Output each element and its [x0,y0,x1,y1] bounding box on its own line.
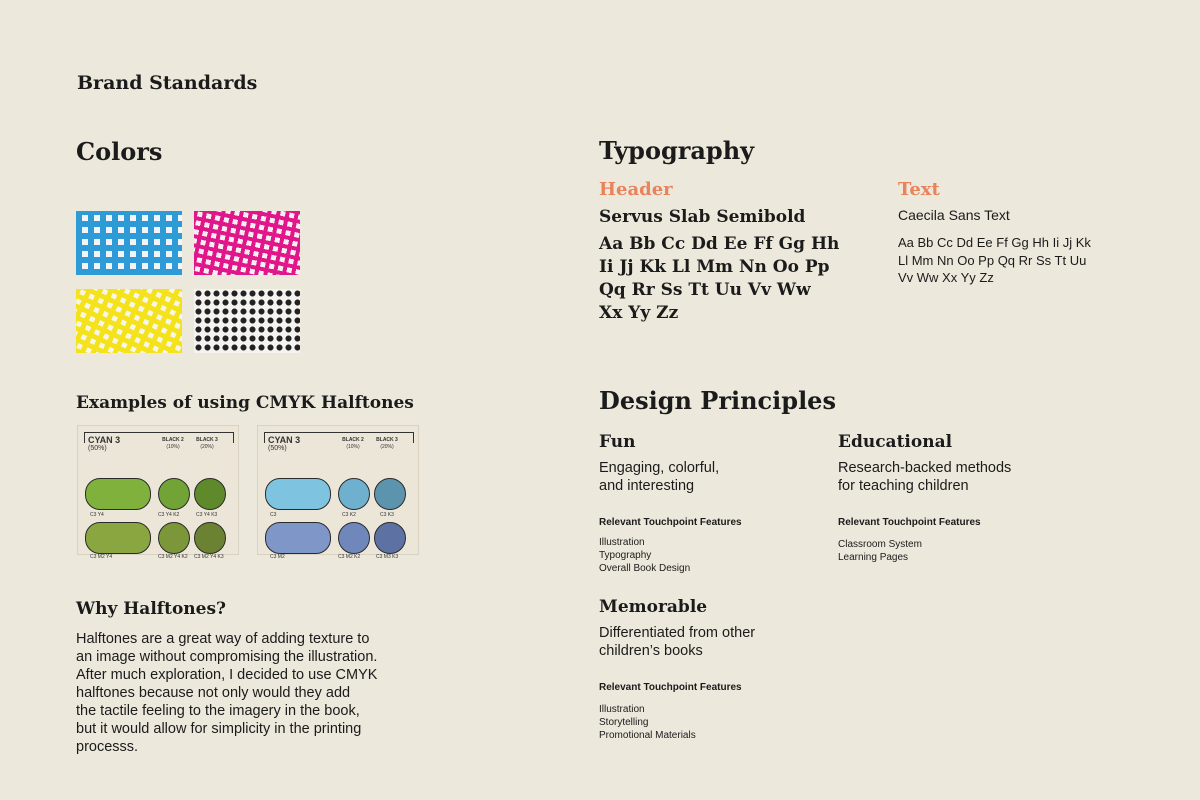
feature-item: Overall Book Design [599,563,691,574]
yellow-halftone-swatch [76,289,182,353]
swatch-caption: C3 Y4 [90,512,104,518]
description-line: and interesting [599,478,695,494]
col2-sub: (20%) [200,444,214,450]
header-font-name: Servus Slab Semibold [599,207,806,227]
card-subtitle: (50%) [88,445,107,452]
col2-label: BLACK 3 [376,437,398,443]
principle-educational-description [838,459,1011,495]
principle-fun-features [599,536,690,575]
description-line: Engaging, colorful, [599,460,720,476]
col1-sub: (10%) [166,444,180,450]
swatch-dot [338,522,370,554]
swatch-caption: C3 K2 [342,512,356,518]
swatch-caption: C3 M3 K3 [376,554,399,560]
swatch-caption: C3 M2 Y4 K2 [158,554,188,560]
col1-label: BLACK 2 [162,437,184,443]
features-label: Relevant Touchpoint Features [599,517,742,528]
why-halftones-heading: Why Halftones? [76,599,226,619]
feature-item: Learning Pages [838,552,909,563]
paragraph-line: halftones because not only would they add [76,685,351,701]
examples-heading: Examples of using CMYK Halftones [76,393,414,413]
swatch-dot [194,478,226,510]
black-halftone-swatch [194,289,300,353]
description-line: children’s books [599,643,703,659]
description-line: Differentiated from other [599,625,756,641]
feature-item: Typography [599,550,652,561]
design-principles-heading: Design Principles [599,386,836,415]
specimen-line: Ll Mm Nn Oo Pp Qq Rr Ss Tt Uu [898,252,1087,268]
text-font-label: Text [898,179,940,200]
magenta-halftone-swatch [194,211,300,275]
typography-heading: Typography [599,136,755,165]
principle-memorable-title: Memorable [599,597,708,617]
swatch-caption: C3 M2 Y4 [90,554,113,560]
col2-sub: (20%) [380,444,394,450]
swatch-dot [194,522,226,554]
swatch-dot [158,522,190,554]
card-title: CYAN 3 [268,435,301,445]
header-font-specimen [599,233,839,325]
swatch-pill [265,478,331,510]
feature-item: Illustration [599,537,645,548]
principle-memorable-description [599,624,755,660]
swatch-pill [85,522,151,554]
paragraph-line: an image without compromising the illustration. [76,649,378,665]
card-subtitle: (50%) [268,445,287,452]
description-line: Research-backed methods [838,460,1012,476]
features-label: Relevant Touchpoint Features [599,682,742,693]
swatch-dot [374,478,406,510]
col1-label: BLACK 2 [342,437,364,443]
swatch-caption: C3 M2 K2 [338,554,361,560]
swatch-dot [374,522,406,554]
col1-sub: (10%) [346,444,360,450]
text-font-name: Caecila Sans Text [898,207,1010,223]
paragraph-line: processs. [76,739,139,755]
swatch-dot [158,478,190,510]
principle-educational-features [838,538,922,564]
header-font-label: Header [599,179,673,200]
swatch-caption: C3 M2 [270,554,285,560]
specimen-line: Vv Ww Xx Yy Zz [898,270,994,285]
description-line: for teaching children [838,478,969,494]
col2-label: BLACK 3 [196,437,218,443]
swatch-caption: C3 [270,512,277,518]
page-title: Brand Standards [77,72,258,94]
swatch-pill [265,522,331,554]
swatch-caption: C3 M2 Y4 K3 [194,554,224,560]
colors-heading: Colors [76,137,163,166]
specimen-line: Aa Bb Cc Dd Ee Ff Gg Hh Ii Jj Kk [898,235,1091,250]
principle-educational-title: Educational [838,432,953,452]
paragraph-line: Halftones are a great way of adding texture to [76,631,370,647]
paragraph-line: the tactile feeling to the imagery in the book, [76,703,360,719]
card-title: CYAN 3 [88,435,121,445]
specimen-line: Aa Bb Cc Dd Ee Ff Gg Hh [599,234,840,254]
feature-item: Storytelling [599,717,649,728]
swatch-caption: C3 Y4 K2 [158,512,180,518]
specimen-line: Xx Yy Zz [599,303,679,323]
halftone-example-blue [257,425,419,560]
specimen-line: Qq Rr Ss Tt Uu Vv Ww [599,280,811,300]
principle-fun-description [599,459,719,495]
swatch-caption: C3 K3 [380,512,394,518]
feature-item: Classroom System [838,539,922,550]
features-label: Relevant Touchpoint Features [838,517,981,528]
feature-item: Promotional Materials [599,730,696,741]
paragraph-line: but it would allow for simplicity in the printing [76,721,362,737]
text-font-specimen [898,234,1091,287]
swatch-caption: C3 Y4 K3 [196,512,218,518]
cyan-halftone-swatch [76,211,182,275]
principle-fun-title: Fun [599,432,636,452]
feature-item: Illustration [599,704,645,715]
why-halftones-paragraph [76,630,436,756]
principle-memorable-features [599,703,696,742]
specimen-line: Ii Jj Kk Ll Mm Nn Oo Pp [599,257,830,277]
paragraph-line: After much exploration, I decided to use CMYK [76,667,378,683]
swatch-pill [85,478,151,510]
swatch-dot [338,478,370,510]
halftone-example-green [77,425,239,560]
